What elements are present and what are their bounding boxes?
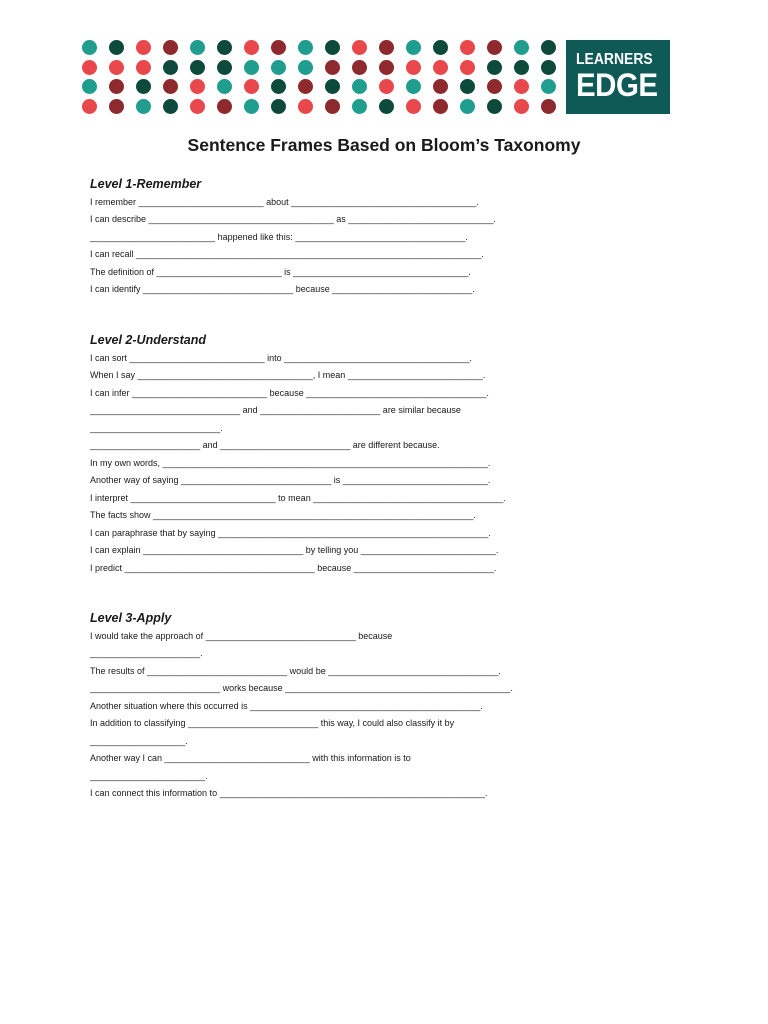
sentence-frame: In my own words, _________________________________________________________________. <box>90 457 491 468</box>
decor-dot <box>325 99 340 114</box>
decor-dot <box>298 40 313 55</box>
decor-dot <box>271 79 286 94</box>
decor-dot <box>325 40 340 55</box>
section-level-3 <box>90 610 690 803</box>
decor-dot <box>271 40 286 55</box>
decor-dot <box>109 79 124 94</box>
sentence-frame: I can recall _____________________________________________________________________. <box>90 249 484 259</box>
sentence-frame: I can connect this information to _____________________________________________________. <box>90 788 488 798</box>
decor-dot <box>487 40 502 55</box>
section-heading: Level 1-Remember <box>90 177 202 191</box>
decor-dot <box>136 60 151 75</box>
decor-dot <box>406 60 421 75</box>
decor-dot <box>433 99 448 114</box>
sentence-frame: Another way I can _____________________________ with this information is to <box>90 753 411 763</box>
decor-dot <box>163 99 178 114</box>
sentence-frame: _______________________. <box>90 770 208 781</box>
decor-dot <box>514 40 529 55</box>
decor-dot <box>163 40 178 55</box>
decor-dot <box>460 99 475 114</box>
sentence-frame: I remember _________________________ about _____________________________________. <box>90 196 479 207</box>
decor-dot <box>433 60 448 75</box>
decor-dot <box>82 79 97 94</box>
decor-dot <box>433 79 448 94</box>
sentence-frame: I can explain ________________________________ by telling you ___________________________. <box>90 545 499 555</box>
decor-dot <box>136 40 151 55</box>
decor-dot <box>379 99 394 114</box>
section-level-2 <box>90 332 690 577</box>
decor-dot <box>82 60 97 75</box>
sentence-frame: __________________________ works because _____________________________________________. <box>90 683 513 693</box>
decor-dot <box>217 99 232 114</box>
decor-dot <box>406 79 421 94</box>
sentence-frame: ___________________. <box>90 735 188 746</box>
sentence-frame: I interpret _____________________________ to mean ______________________________________. <box>90 492 506 503</box>
decor-dot <box>82 40 97 55</box>
decor-dot <box>109 60 124 75</box>
decor-dot <box>487 60 502 75</box>
sentence-frame: When I say ___________________________________, I mean ___________________________. <box>90 370 486 380</box>
decor-dot <box>379 40 394 55</box>
logo-line2: EDGE <box>576 67 658 103</box>
sentence-frame: ______________________________ and ________________________ are similar because <box>90 405 461 415</box>
sentence-frame: __________________________. <box>90 422 223 433</box>
decor-dot <box>298 60 313 75</box>
decor-dot <box>352 99 367 114</box>
decor-dot <box>136 99 151 114</box>
logo-line1: LEARNERS <box>576 51 653 68</box>
decor-dot <box>433 40 448 55</box>
decor-dot <box>190 60 205 75</box>
decor-dot <box>541 40 556 55</box>
page-title: Sentence Frames Based on Bloom’s Taxonomy <box>187 135 581 155</box>
section-heading: Level 2-Understand <box>90 333 207 347</box>
decor-dot <box>541 60 556 75</box>
section-heading: Level 3-Apply <box>90 611 172 625</box>
sentence-frame: I can describe _____________________________________ as _____________________________. <box>90 214 496 224</box>
decor-dot <box>109 40 124 55</box>
sentence-frame: I can paraphrase that by saying ______________________________________________________. <box>90 527 491 538</box>
decor-dot <box>541 99 556 114</box>
decor-dot <box>244 60 259 75</box>
decor-dot <box>487 99 502 114</box>
sentence-frame: The definition of _________________________ is ___________________________________. <box>90 266 471 277</box>
decor-dot <box>325 60 340 75</box>
sentence-frame: I can sort ___________________________ into _____________________________________. <box>90 352 472 363</box>
section-level-1 <box>90 176 690 299</box>
sentence-frame: I can infer ___________________________ because ____________________________________. <box>90 387 489 398</box>
decor-dot <box>352 60 367 75</box>
decor-dot <box>244 40 259 55</box>
decor-dot <box>298 79 313 94</box>
decor-dot <box>271 99 286 114</box>
sentence-frame: The facts show ________________________________________________________________. <box>90 510 476 520</box>
decor-dot <box>487 79 502 94</box>
decor-dot <box>244 79 259 94</box>
sentence-frame: _________________________ happened like this: __________________________________. <box>90 231 468 242</box>
decor-dot <box>460 60 475 75</box>
decor-dot <box>109 99 124 114</box>
decor-dot <box>514 99 529 114</box>
learners-edge-logo <box>566 40 670 114</box>
decor-dot <box>541 79 556 94</box>
sentence-frame: ______________________. <box>90 648 203 658</box>
sentence-frame: Another way of saying ______________________________ is _____________________________. <box>90 475 491 485</box>
decor-dot <box>298 99 313 114</box>
decor-dot <box>82 99 97 114</box>
sentence-frame: I would take the approach of ______________________________ because <box>90 630 393 641</box>
decor-dot <box>271 60 286 75</box>
dot-pattern <box>82 40 564 114</box>
decor-dot <box>514 60 529 75</box>
decor-dot <box>163 79 178 94</box>
decor-dot <box>217 40 232 55</box>
decor-dot <box>352 40 367 55</box>
decor-dot <box>190 99 205 114</box>
decor-dot <box>460 40 475 55</box>
decor-dot <box>352 79 367 94</box>
decor-dot <box>514 79 529 94</box>
decor-dot <box>379 79 394 94</box>
decor-dot <box>406 40 421 55</box>
decor-dot <box>217 60 232 75</box>
decor-dot <box>136 79 151 94</box>
sentence-frame: In addition to classifying __________________________ this way, I could also classify it by <box>90 718 455 728</box>
sentence-frame: The results of ____________________________ would be __________________________________. <box>90 665 501 676</box>
sentence-frame: ______________________ and __________________________ are different because. <box>90 440 440 450</box>
sentence-frame: I predict ______________________________________ because ____________________________. <box>90 562 497 573</box>
decor-dot <box>325 79 340 94</box>
decor-dot <box>406 99 421 114</box>
decor-dot <box>460 79 475 94</box>
decor-dot <box>190 79 205 94</box>
sentence-frame: I can identify ______________________________ because ____________________________. <box>90 284 475 294</box>
sentence-frame: Another situation where this occurred is ______________________________________________. <box>90 700 483 711</box>
decor-dot <box>190 40 205 55</box>
decor-dot <box>163 60 178 75</box>
decor-dot <box>244 99 259 114</box>
decor-dot <box>379 60 394 75</box>
decor-dot <box>217 79 232 94</box>
